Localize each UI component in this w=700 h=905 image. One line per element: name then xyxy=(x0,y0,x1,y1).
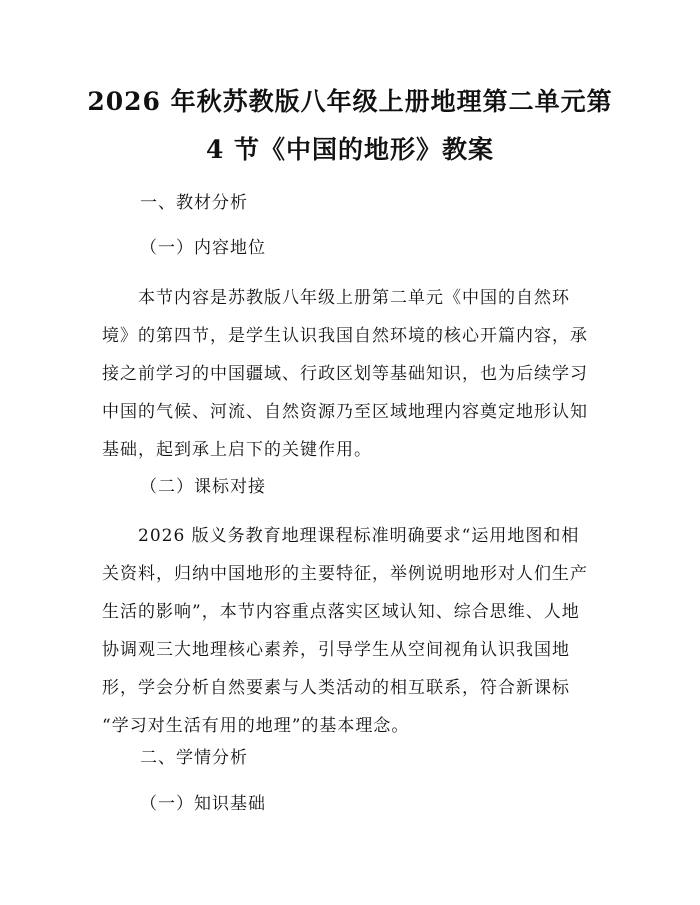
subheading-curriculum-alignment: （二）课标对接 xyxy=(140,477,266,497)
paragraph-line: 本节内容是苏教版八年级上册第二单元《中国的自然环 xyxy=(138,288,570,308)
paragraph-curriculum-alignment xyxy=(102,517,602,745)
paragraph-line: 境》的第四节，是学生认识我国自然环境的核心开篇内容，承 xyxy=(102,326,588,346)
paragraph-line: 协调观三大地理核心素养，引导学生从空间视角认识我国地 xyxy=(102,640,570,660)
paragraph-content-position xyxy=(102,279,602,469)
paragraph-line: 基础，起到承上启下的关键作用。 xyxy=(102,440,372,460)
paragraph-line: 中国的气候、河流、自然资源乃至区域地理内容奠定地形认知 xyxy=(102,402,588,422)
document-title-line-1: 2026 年秋苏教版八年级上册地理第二单元第 xyxy=(87,87,613,116)
paragraph-line: 关资料，归纳中国地形的主要特征，举例说明地形对人们生产 xyxy=(102,564,588,584)
subheading-knowledge-foundation: （一）知识基础 xyxy=(140,794,266,814)
section-heading-learner-analysis: 二、学情分析 xyxy=(140,748,248,768)
subheading-content-position: （一）内容地位 xyxy=(140,238,266,258)
section-heading-teaching-material-analysis: 一、教材分析 xyxy=(140,193,248,213)
paragraph-line: 形，学会分析自然要素与人类活动的相互联系，符合新课标 xyxy=(102,678,570,698)
paragraph-line: “学习对生活有用的地理”的基本理念。 xyxy=(102,716,410,736)
document-title-line-2: 4 节《中国的地形》教案 xyxy=(205,135,495,164)
paragraph-line: 生活的影响”，本节内容重点落实区域认知、综合思维、人地 xyxy=(102,602,580,622)
paragraph-line: 2026 版义务教育地理课程标准明确要求“运用地图和相 xyxy=(138,526,580,546)
paragraph-line: 接之前学习的中国疆域、行政区划等基础知识，也为后续学习 xyxy=(102,364,588,384)
